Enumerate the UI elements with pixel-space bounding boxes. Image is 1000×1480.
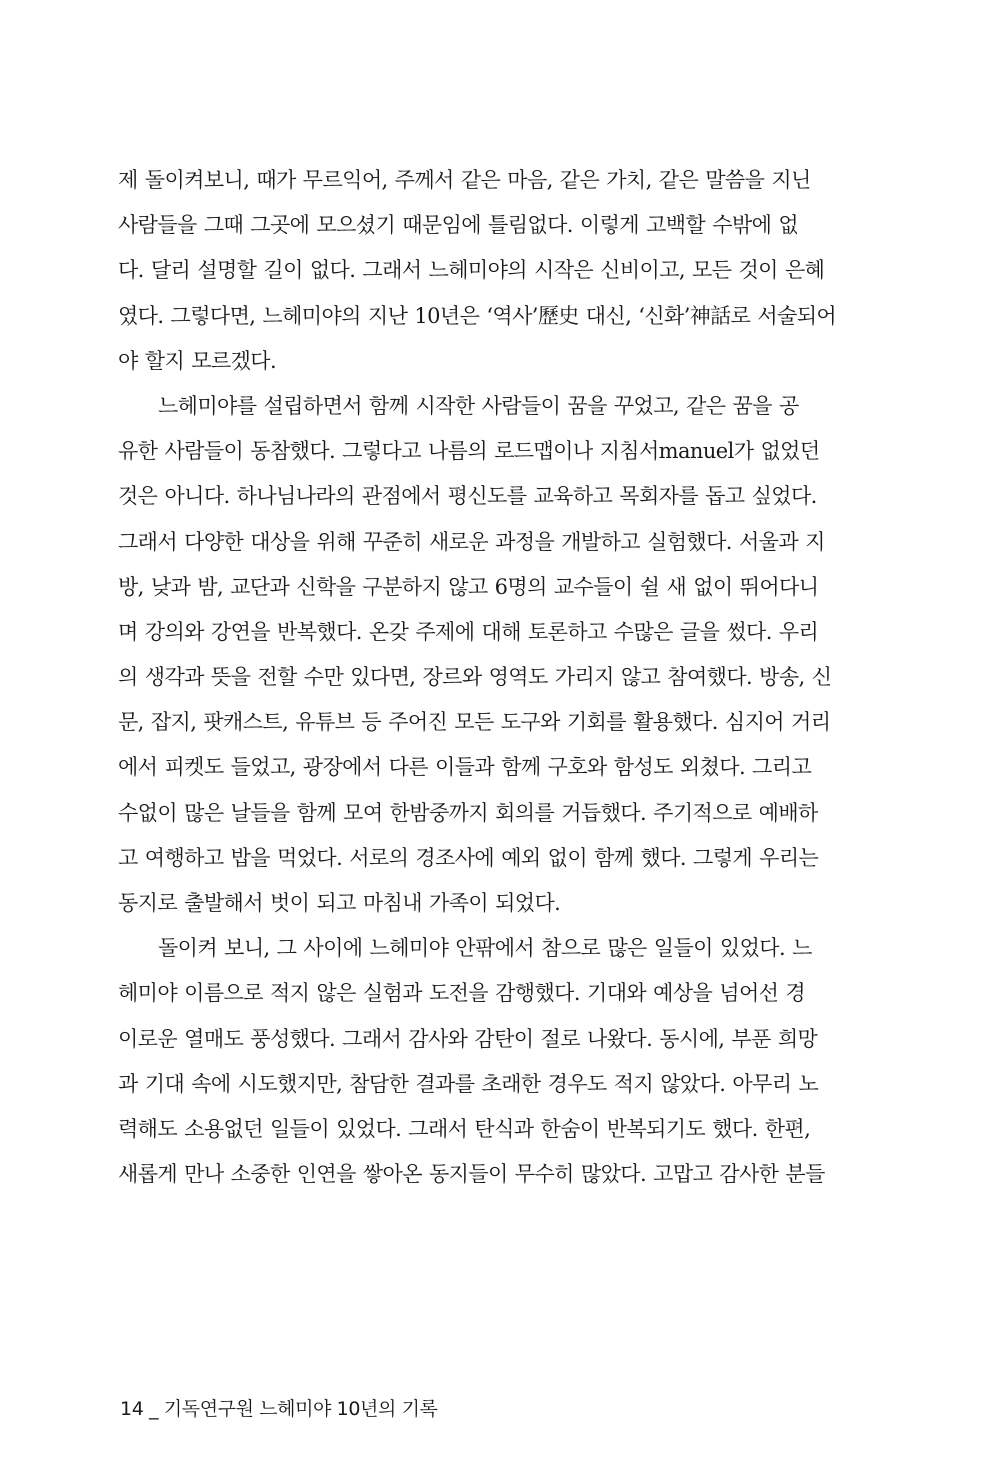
page-number: 14 bbox=[120, 1398, 144, 1420]
paragraph bbox=[118, 384, 836, 926]
text-line: 제 돌이켜보니, 때가 무르익어, 주께서 같은 마음, 같은 가치, 같은 말씀을 지닌 bbox=[118, 168, 811, 192]
text-line: 수없이 많은 날들을 함께 모여 한밤중까지 회의를 거듭했다. 주기적으로 예배하 bbox=[118, 800, 818, 825]
text-line: 헤미야 이름으로 적지 않은 실험과 도전을 감행했다. 기대와 예상을 넘어선 경 bbox=[118, 981, 806, 1006]
text-line: 사람들을 그때 그곳에 모으셨기 때문임에 틀림없다. 이렇게 고백할 수밖에 없 bbox=[118, 213, 799, 238]
text-line: 며 강의와 강연을 반복했다. 온갖 주제에 대해 토론하고 수많은 글을 썼다. 우리 bbox=[118, 619, 819, 644]
footer-separator: _ bbox=[149, 1398, 159, 1420]
text-line: 과 기대 속에 시도했지만, 참담한 결과를 초래한 경우도 적지 않았다. 아무리 노 bbox=[118, 1071, 819, 1096]
text-line: 문, 잡지, 팟캐스트, 유튜브 등 주어진 모든 도구와 기회를 활용했다. 심지어 거리 bbox=[118, 710, 831, 735]
text-line: 고 여행하고 밥을 먹었다. 서로의 경조사에 예외 없이 함께 했다. 그렇게 우리는 bbox=[118, 845, 819, 870]
running-title: 기독연구원 느헤미야 10년의 기록 bbox=[163, 1398, 438, 1420]
paragraph bbox=[118, 158, 836, 384]
text-line: 였다. 그렇다면, 느헤미야의 지난 10년은 ‘역사’歷史 대신, ‘신화’神話로 서술되어 bbox=[118, 303, 836, 328]
text-line: 그래서 다양한 대상을 위해 꾸준히 새로운 과정을 개발하고 실험했다. 서울과 지 bbox=[118, 529, 825, 554]
body-text bbox=[118, 158, 836, 1197]
text-line: 것은 아니다. 하나님나라의 관점에서 평신도를 교육하고 목회자를 돕고 싶었다. bbox=[118, 484, 817, 509]
text-line: 방, 낮과 밤, 교단과 신학을 구분하지 않고 6명의 교수들이 쉴 새 없이 뛰어다니 bbox=[118, 574, 819, 599]
text-line: 동지로 출발해서 벗이 되고 마침내 가족이 되었다. bbox=[118, 891, 561, 915]
text-line: 의 생각과 뜻을 전할 수만 있다면, 장르와 영역도 가리지 않고 참여했다. 방송, 신 bbox=[118, 665, 832, 690]
text-line: 력해도 소용없던 일들이 있었다. 그래서 탄식과 한숨이 반복되기도 했다. 한편, bbox=[118, 1116, 811, 1141]
text-line: 다. 달리 설명할 길이 없다. 그래서 느헤미야의 시작은 신비이고, 모든 것이 은혜 bbox=[118, 258, 825, 283]
page-footer bbox=[120, 1394, 437, 1421]
text-line: 새롭게 만나 소중한 인연을 쌓아온 동지들이 무수히 많았다. 고맙고 감사한 분들 bbox=[118, 1162, 825, 1187]
paragraph bbox=[118, 926, 836, 1197]
text-line: 느헤미야를 설립하면서 함께 시작한 사람들이 꿈을 꾸었고, 같은 꿈을 공 bbox=[158, 393, 799, 418]
text-line: 에서 피켓도 들었고, 광장에서 다른 이들과 함께 구호와 함성도 외쳤다. 그리고 bbox=[118, 755, 812, 780]
text-line: 유한 사람들이 동참했다. 그렇다고 나름의 로드맵이나 지침서manuel가 없었던 bbox=[118, 439, 820, 464]
text-line: 돌이켜 보니, 그 사이에 느헤미야 안팎에서 참으로 많은 일들이 있었다. 느 bbox=[158, 936, 812, 961]
text-line: 야 할지 모르겠다. bbox=[118, 348, 277, 373]
text-line: 이로운 열매도 풍성했다. 그래서 감사와 감탄이 절로 나왔다. 동시에, 부푼 희망 bbox=[118, 1026, 818, 1051]
